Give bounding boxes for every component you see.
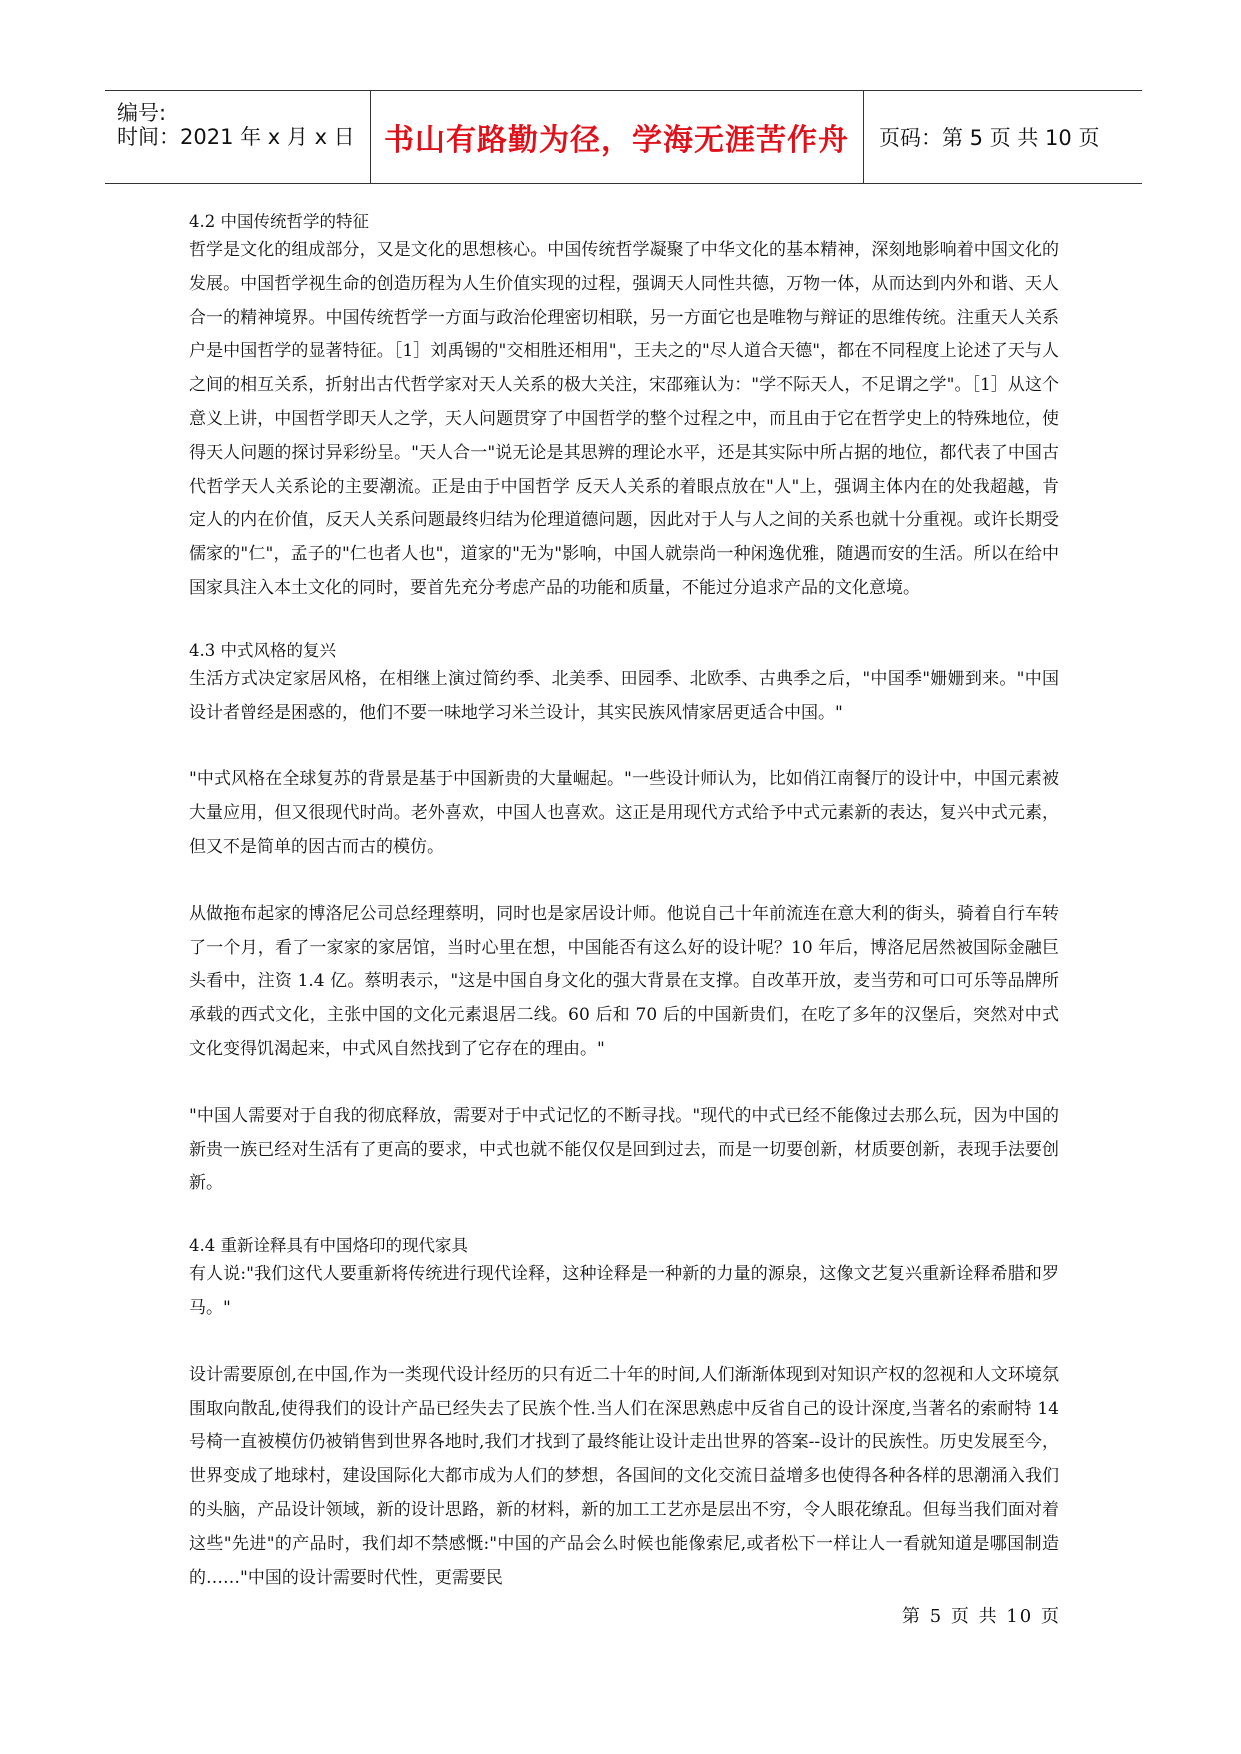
paragraph: 有人说:"我们这代人要重新将传统进行现代诠释，这种诠释是一种新的力量的源泉，这像文艺复兴重新诠释希腊和罗马。" (189, 1264, 1059, 1318)
header-motto: 书山有路勤为径，学海无涯苦作舟 (384, 123, 849, 158)
header-page-info: 页码：第 5 页 共 10 页 (879, 126, 1100, 150)
section-heading: 4.4 重新诠释具有中国烙印的现代家具 (189, 1236, 468, 1256)
paragraph: "中国人需要对于自我的彻底释放，需要对于中式记忆的不断寻找。"现代的中式已经不能像过去那么玩，因为中国的新贵一族已经对生活有了更高的要求，中式也就不能仅仅是回到过去，而是一切要创新，材质要创新，表现手法要创新。 (189, 1105, 1059, 1194)
header-middle-cell (370, 91, 864, 183)
paragraph: 哲学是文化的组成部分，又是文化的思想核心。中国传统哲学凝聚了中华文化的基本精神，深刻地影响着中国文化的发展。中国哲学视生命的创造历程为人生价值实现的过程，强调天人同性共德，万物一体，从而达到内外和谐、天人合一的精神境界。中国传统哲学一方面与政治伦理密切相联，另一方面它也是唯物与辩证的思维传统。注重天人关系户是中国哲学的显著特征。［1］刘禹锡的"交相胜还相用"，王夫之的"尽人道合天德"，都在不同程度上论述了天与人之间的相互关系，折射出古代哲学家对天人关系的极大关注，宋邵雍认为："学不际天人，不足谓之学"。［1］从这个意义上讲，中国哲学即天人之学，天人问题贯穿了中国哲学的整个过程之中，而且由于它在哲学史上的特殊地位，使得天人问题的探讨异彩纷呈。"天人合一"说无论是其思辨的理论水平，还是其实际中所占据的地位，都代表了中国古代哲学天人关系论的主要潮流。正是由于中国哲学 反天人关系的着眼点放在"人"上，强调主体内在的处我超越，肯定人的内在价值，反天人关系问题最终归结为伦理道德问题，因此对于人与人之间的关系也就十分重视。或许长期受儒家的"仁"，孟子的"仁也者人也"，道家的"无为"影响，中国人就崇尚一种闲逸优雅，随遇而安的生活。所以在给中国家具注入本土文化的同时，要首先充分考虑产品的功能和质量，不能过分追求产品的文化意境。 (189, 240, 1059, 598)
document-time-label: 时间：2021 年 x 月 x 日 (117, 125, 355, 149)
header-left-cell (105, 91, 371, 183)
section-heading: 4.3 中式风格的复兴 (189, 640, 336, 660)
paragraph: 设计需要原创,在中国,作为一类现代设计经历的只有近二十年的时间,人们渐渐体现到对知识产权的忽视和人文环境氛围取向散乱,使得我们的设计产品已经失去了民族个性.当人们在深思熟虑中反省自己的设计深度,当著名的索耐特 14 号椅一直被模仿仍被销售到世界各地时,我们才找到了最终能让设计走出世界的答案--设计的民族性。历史发展至今，世界变成了地球村，建设国际化大都市成为人们的梦想，各国间的文化交流日益增多也使得各种各样的思潮涌入我们的头脑，产品设计领域，新的设计思路，新的材料，新的加工工艺亦是层出不穷，令人眼花缭乱。但每当我们面对着这些"先进"的产品时，我们却不禁感慨:"中国的产品会么时候也能像索尼,或者松下一样让人一看就知道是哪国制造的……"中国的设计需要时代性，更需要民 (189, 1364, 1059, 1588)
document-number-label: 编号: (117, 101, 167, 125)
section-heading: 4.2 中国传统哲学的特征 (189, 212, 369, 231)
paragraph: 生活方式决定家居风格，在相继上演过简约季、北美季、田园季、北欧季、古典季之后，"中国季"姗姗到来。"中国设计者曾经是困惑的，他们不要一味地学习米兰设计，其实民族风情家居更适合中国。" (189, 668, 1059, 723)
paragraph: 从做拖布起家的博洛尼公司总经理蔡明，同时也是家居设计师。他说自己十年前流连在意大利的街头，骑着自行车转了一个月，看了一家家的家居馆，当时心里在想，中国能否有这么好的设计呢？10 年后，博洛尼居然被国际金融巨头看中，注资 1.4 亿。蔡明表示，"这是中国自身文化的强大背景在支撑。自改革开放，麦当劳和可口可乐等品牌所承载的西式文化，主张中国的文化元素退居二线。60 后和 70 后的中国新贵们，在吃了多年的汉堡后，突然对中式文化变得饥渴起来，中式风自然找到了它存在的理由。" (189, 903, 1059, 1059)
document-body (189, 210, 1059, 1595)
paragraph: "中式风格在全球复苏的背景是基于中国新贵的大量崛起。"一些设计师认为，比如俏江南餐厅的设计中，中国元素被大量应用，但又很现代时尚。老外喜欢，中国人也喜欢。这正是用现代方式给予中式元素新的表达，复兴中式元素，但又不是简单的因古而古的模仿。 (189, 769, 1059, 857)
page-footer: 第 5 页 共 10 页 (902, 1606, 1061, 1627)
document-header (105, 90, 1142, 184)
header-right-cell (863, 91, 1142, 183)
